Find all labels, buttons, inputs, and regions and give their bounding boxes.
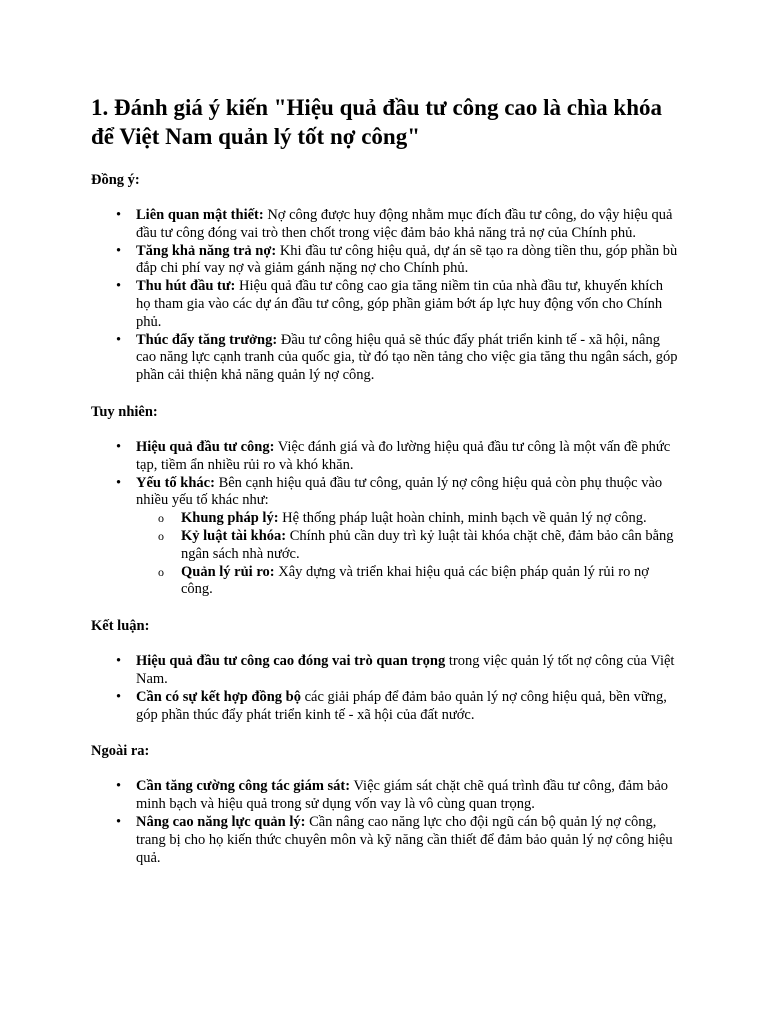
section-heading-however: Tuy nhiên:: [91, 403, 158, 420]
item-text: Chính phủ cần duy trì kỷ luật tài khóa chặt chẽ, đảm bảo cân bằng ngân sách nhà nước.: [181, 527, 674, 562]
agree-list: [91, 207, 681, 385]
item-term: Thúc đẩy tăng trưởng:: [136, 331, 278, 348]
document-title: 1. Đánh giá ý kiến "Hiệu quả đầu tư công cao là chìa khóa để Việt Nam quản lý tốt nợ công": [91, 95, 663, 149]
item-text: Bên cạnh hiệu quả đầu tư công, quản lý nợ công hiệu quả còn phụ thuộc vào nhiều yếu tố khác như:: [136, 474, 663, 509]
item-term: Cần tăng cường công tác giám sát:: [136, 778, 351, 795]
item-term: Cần có sự kết hợp đồng bộ: [136, 688, 301, 705]
section-heading-conclusion: Kết luận:: [91, 618, 150, 635]
item-text: các giải pháp để đảm bảo quản lý nợ công hiệu quả, bền vững, góp phần thúc đẩy phát triển kinh tế - xã hội của đất nước.: [136, 688, 667, 723]
list-item: [91, 332, 681, 385]
list-item: [91, 653, 681, 689]
item-text: Đầu tư công hiệu quả sẽ thúc đẩy phát triển kinh tế - xã hội, nâng cao năng lực cạnh tranh của quốc gia, từ đó tạo nền tảng cho việc gia tăng thu ngân sách, góp phần cải thiện khả năng quản lý nợ công.: [136, 331, 678, 384]
list-item: [91, 439, 681, 475]
item-text: Hiệu quả đầu tư công cao gia tăng niềm tin của nhà đầu tư, khuyến khích họ tham gia vào các dự án đầu tư công, góp phần giảm bớt áp lực huy động vốn cho Chính phủ.: [136, 278, 664, 330]
conclusion-list: [91, 653, 681, 724]
item-text: Nợ công được huy động nhằm mục đích đầu tư công, do vậy hiệu quả đầu tư công đóng vai trò then chốt trong việc đảm bảo khả năng trả nợ của Chính phủ.: [136, 207, 673, 241]
other-factors-list: [136, 510, 681, 599]
list-item: [91, 778, 681, 814]
item-term: Liên quan mật thiết:: [136, 207, 264, 223]
sub-list-item: [136, 510, 681, 528]
document-page: [91, 93, 681, 885]
item-term: Yếu tố khác:: [136, 474, 215, 491]
however-list: [91, 439, 681, 599]
list-item: [91, 475, 681, 600]
item-text: Cần nâng cao năng lực cho đội ngũ cán bộ quản lý nợ công, trang bị cho họ kiến thức chuyên môn và kỹ năng cần thiết để đảm bảo quản lý nợ công hiệu quả.: [136, 813, 673, 866]
item-text: trong việc quản lý tốt nợ công của Việt Nam.: [136, 653, 675, 687]
section-heading-additionally: Ngoài ra:: [91, 743, 150, 760]
item-term: Khung pháp lý:: [181, 510, 279, 527]
sub-list-item: [136, 528, 681, 564]
item-text: Việc đánh giá và đo lường hiệu quả đầu tư công là một vấn đề phức tạp, tiềm ẩn nhiều rủi ro và khó khăn.: [136, 438, 671, 473]
item-term: Nâng cao năng lực quản lý:: [136, 813, 306, 830]
item-term: Tăng khả năng trả nợ:: [136, 242, 277, 259]
list-item: [91, 278, 681, 331]
item-term: Hiệu quả đầu tư công cao đóng vai trò quan trọng: [136, 653, 446, 670]
item-text: Khi đầu tư công hiệu quả, dự án sẽ tạo ra dòng tiền thu, góp phần bù đắp chi phí vay nợ và giảm gánh nặng nợ cho Chính phủ.: [136, 242, 678, 277]
sub-list-item: [136, 564, 681, 600]
item-text: Xây dựng và triển khai hiệu quả các biện pháp quản lý rủi ro nợ công.: [181, 563, 649, 598]
item-text: Việc giám sát chặt chẽ quá trình đầu tư công, đảm bảo minh bạch và hiệu quả trong sử dụng vốn vay là vô cùng quan trọng.: [136, 778, 669, 813]
item-term: Quản lý rủi ro:: [181, 563, 275, 580]
item-term: Kỷ luật tài khóa:: [181, 527, 287, 544]
list-item: [91, 207, 681, 243]
item-term: Thu hút đầu tư:: [136, 278, 236, 295]
section-heading-agree: Đồng ý:: [91, 172, 140, 188]
item-term: Hiệu quả đầu tư công:: [136, 438, 275, 455]
additionally-list: [91, 778, 681, 867]
list-item: [91, 689, 681, 725]
list-item: [91, 814, 681, 867]
item-text: Hệ thống pháp luật hoàn chỉnh, minh bạch về quản lý nợ công.: [278, 510, 647, 527]
list-item: [91, 243, 681, 279]
